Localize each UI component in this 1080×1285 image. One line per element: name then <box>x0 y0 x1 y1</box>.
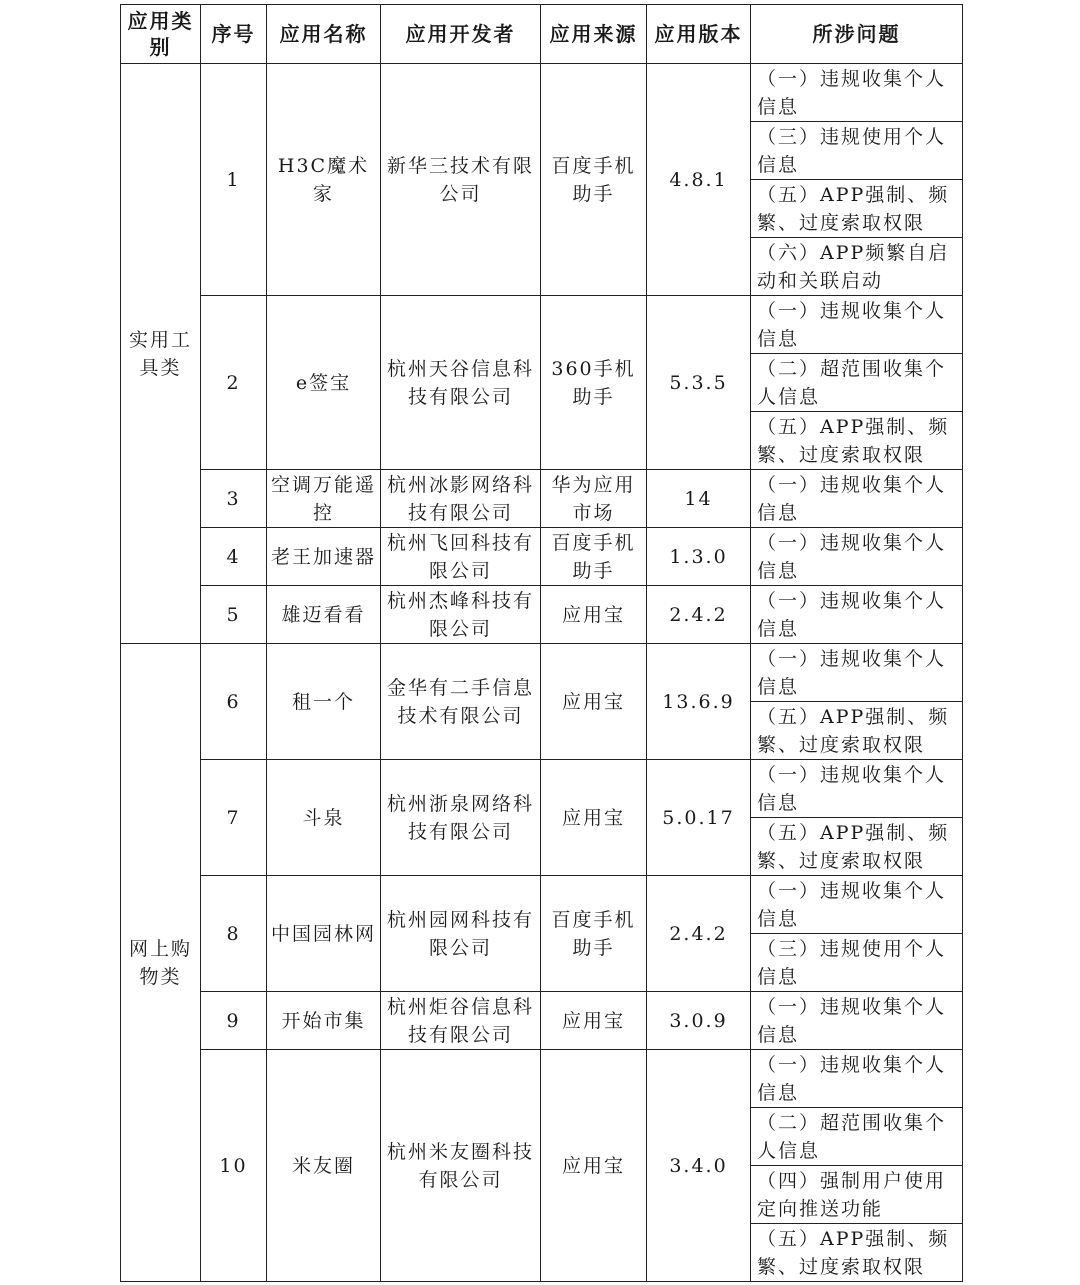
table-row <box>121 528 963 586</box>
number-cell: 10 <box>201 1050 267 1282</box>
issue-cell: （三）违规使用个人信息 <box>751 122 963 180</box>
table-row <box>121 992 963 1050</box>
number-cell: 9 <box>201 992 267 1050</box>
source-cell: 华为应用市场 <box>541 470 647 528</box>
app-name-cell: e签宝 <box>267 296 381 470</box>
table-row <box>121 64 963 122</box>
header-issues: 所涉问题 <box>751 5 963 64</box>
developer-cell: 杭州浙泉网络科技有限公司 <box>381 760 541 876</box>
app-name-cell: 中国园林网 <box>267 876 381 992</box>
issue-cell: （一）违规收集个人信息 <box>751 470 963 528</box>
developer-cell: 杭州天谷信息科技有限公司 <box>381 296 541 470</box>
issue-cell: （五）APP强制、频繁、过度索取权限 <box>751 702 963 760</box>
number-cell: 2 <box>201 296 267 470</box>
table-row <box>121 586 963 644</box>
version-cell: 2.4.2 <box>647 876 751 992</box>
issue-cell: （一）违规收集个人信息 <box>751 64 963 122</box>
version-cell: 1.3.0 <box>647 528 751 586</box>
source-cell: 应用宝 <box>541 760 647 876</box>
issue-cell: （六）APP频繁自启动和关联启动 <box>751 238 963 296</box>
version-cell: 14 <box>647 470 751 528</box>
issue-cell: （五）APP强制、频繁、过度索取权限 <box>751 818 963 876</box>
app-name-cell: 空调万能遥控 <box>267 470 381 528</box>
table-row <box>121 876 963 934</box>
issue-cell: （四）强制用户使用定向推送功能 <box>751 1166 963 1224</box>
source-cell: 应用宝 <box>541 644 647 760</box>
header-version: 应用版本 <box>647 5 751 64</box>
table-row <box>121 760 963 818</box>
header-developer: 应用开发者 <box>381 5 541 64</box>
header-source: 应用来源 <box>541 5 647 64</box>
developer-cell: 杭州园网科技有限公司 <box>381 876 541 992</box>
version-cell: 13.6.9 <box>647 644 751 760</box>
version-cell: 5.0.17 <box>647 760 751 876</box>
issue-cell: （一）违规收集个人信息 <box>751 528 963 586</box>
source-cell: 应用宝 <box>541 992 647 1050</box>
developer-cell: 新华三技术有限公司 <box>381 64 541 296</box>
issue-cell: （二）超范围收集个人信息 <box>751 354 963 412</box>
app-name-cell: 老王加速器 <box>267 528 381 586</box>
issue-cell: （五）APP强制、频繁、过度索取权限 <box>751 180 963 238</box>
version-cell: 3.0.9 <box>647 992 751 1050</box>
issue-cell: （二）超范围收集个人信息 <box>751 1108 963 1166</box>
version-cell: 2.4.2 <box>647 586 751 644</box>
header-category: 应用类别 <box>121 5 201 64</box>
table-row <box>121 296 963 354</box>
developer-cell: 杭州杰峰科技有限公司 <box>381 586 541 644</box>
developer-cell: 金华有二手信息技术有限公司 <box>381 644 541 760</box>
table-row <box>121 1050 963 1108</box>
app-name-cell: 开始市集 <box>267 992 381 1050</box>
version-cell: 3.4.0 <box>647 1050 751 1282</box>
issue-cell: （一）违规收集个人信息 <box>751 876 963 934</box>
issue-cell: （一）违规收集个人信息 <box>751 296 963 354</box>
version-cell: 4.8.1 <box>647 64 751 296</box>
source-cell: 应用宝 <box>541 586 647 644</box>
issue-cell: （一）违规收集个人信息 <box>751 586 963 644</box>
source-cell: 百度手机助手 <box>541 64 647 296</box>
number-cell: 7 <box>201 760 267 876</box>
category-cell: 网上购物类 <box>121 644 201 1282</box>
issue-cell: （一）违规收集个人信息 <box>751 992 963 1050</box>
number-cell: 4 <box>201 528 267 586</box>
header-app-name: 应用名称 <box>267 5 381 64</box>
number-cell: 5 <box>201 586 267 644</box>
developer-cell: 杭州飞回科技有限公司 <box>381 528 541 586</box>
table-row <box>121 470 963 528</box>
issue-cell: （五）APP强制、频繁、过度索取权限 <box>751 1224 963 1282</box>
category-cell: 实用工具类 <box>121 64 201 644</box>
issue-cell: （三）违规使用个人信息 <box>751 934 963 992</box>
app-name-cell: H3C魔术家 <box>267 64 381 296</box>
app-name-cell: 雄迈看看 <box>267 586 381 644</box>
issue-cell: （一）违规收集个人信息 <box>751 1050 963 1108</box>
app-issues-table <box>120 4 963 1282</box>
number-cell: 1 <box>201 64 267 296</box>
app-name-cell: 斗泉 <box>267 760 381 876</box>
app-name-cell: 租一个 <box>267 644 381 760</box>
number-cell: 6 <box>201 644 267 760</box>
app-name-cell: 米友圈 <box>267 1050 381 1282</box>
number-cell: 8 <box>201 876 267 992</box>
header-number: 序号 <box>201 5 267 64</box>
version-cell: 5.3.5 <box>647 296 751 470</box>
source-cell: 百度手机助手 <box>541 528 647 586</box>
issue-cell: （一）违规收集个人信息 <box>751 760 963 818</box>
number-cell: 3 <box>201 470 267 528</box>
header-row <box>121 5 963 64</box>
source-cell: 百度手机助手 <box>541 876 647 992</box>
issue-cell: （一）违规收集个人信息 <box>751 644 963 702</box>
developer-cell: 杭州冰影网络科技有限公司 <box>381 470 541 528</box>
developer-cell: 杭州炬谷信息科技有限公司 <box>381 992 541 1050</box>
developer-cell: 杭州米友圈科技有限公司 <box>381 1050 541 1282</box>
table-row <box>121 644 963 702</box>
issue-cell: （五）APP强制、频繁、过度索取权限 <box>751 412 963 470</box>
source-cell: 360手机助手 <box>541 296 647 470</box>
source-cell: 应用宝 <box>541 1050 647 1282</box>
